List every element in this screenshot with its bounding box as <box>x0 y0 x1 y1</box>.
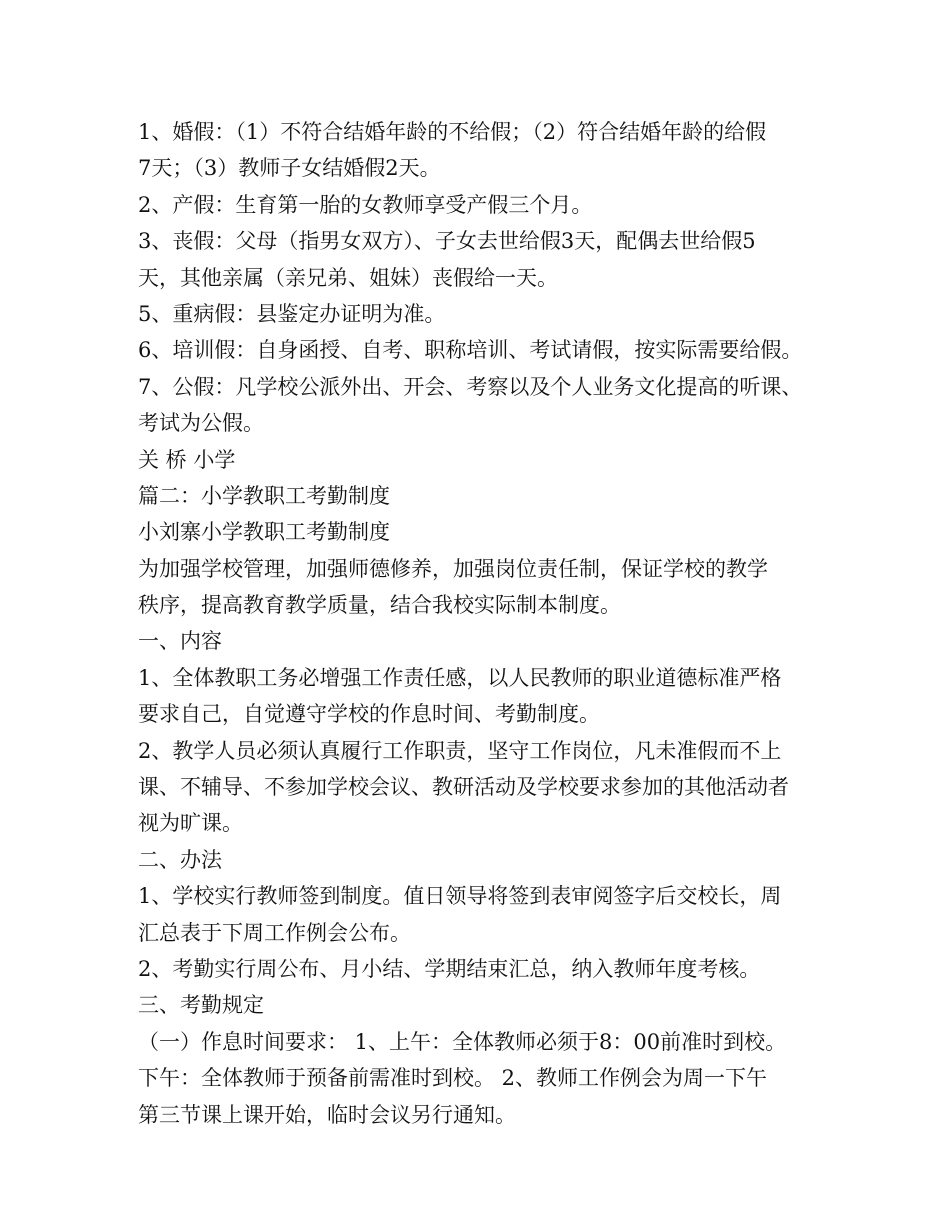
section-heading: 篇二：小学教职工考勤制度 <box>138 483 390 508</box>
text-line: 考试为公假。 <box>138 411 264 436</box>
text-line: （一）作息时间要求： 1、上午：全体教师必须于8：00前准时到校。 <box>138 1029 787 1054</box>
text-line: 5、重病假：县鉴定办证明为准。 <box>138 301 446 326</box>
text-line: 第三节课上课开始，临时会议另行通知。 <box>138 1102 516 1127</box>
text-line: 1、全体教职工务必增强工作责任感，以人民教师的职业道德标准严格 <box>138 665 782 690</box>
section-heading: 三、考勤规定 <box>138 993 264 1018</box>
text-line: 7天；（3）教师子女结婚假2天。 <box>138 156 441 181</box>
text-line: 3、丧假：父母（指男女双方）、子女去世给假3天，配偶去世给假5 <box>138 229 756 254</box>
text-line: 6、培训假：自身函授、自考、职称培训、考试请假，按实际需要给假。 <box>138 338 803 363</box>
text-line: 要求自己，自觉遵守学校的作息时间、考勤制度。 <box>138 702 600 727</box>
section-heading: 一、内容 <box>138 629 222 654</box>
signature-line: 关 桥 小学 <box>138 447 236 472</box>
text-line: 2、教学人员必须认真履行工作职责，坚守工作岗位，凡未准假而不上 <box>138 738 782 763</box>
text-line: 1、学校实行教师签到制度。值日领导将签到表审阅签字后交校长，周 <box>138 884 782 909</box>
text-line: 天，其他亲属（亲兄弟、姐妹）丧假给一天。 <box>138 265 558 290</box>
section-heading: 二、办法 <box>138 847 222 872</box>
text-line: 课、不辅导、不参加学校会议、教研活动及学校要求参加的其他活动者 <box>138 775 789 800</box>
text-line: 汇总表于下周工作例会公布。 <box>138 920 411 945</box>
text-line: 下午：全体教师于预备前需准时到校。 2、教师工作例会为周一下午 <box>138 1066 768 1091</box>
document-title: 小刘寨小学教职工考勤制度 <box>138 520 390 545</box>
text-line: 2、考勤实行周公布、月小结、学期结束汇总，纳入教师年度考核。 <box>138 956 761 981</box>
document-body <box>138 114 838 1133</box>
text-line: 视为旷课。 <box>138 811 243 836</box>
text-line: 2、产假：生育第一胎的女教师享受产假三个月。 <box>138 192 593 217</box>
text-line: 1、婚假：（1）不符合结婚年龄的不给假；（2）符合结婚年龄的给假 <box>138 120 767 144</box>
text-line: 为加强学校管理，加强师德修养，加强岗位责任制，保证学校的教学 <box>138 556 768 581</box>
text-line: 7、公假：凡学校公派外出、开会、考察以及个人业务文化提高的听课、 <box>138 374 803 399</box>
text-line: 秩序，提高教育教学质量，结合我校实际制本制度。 <box>138 593 621 618</box>
